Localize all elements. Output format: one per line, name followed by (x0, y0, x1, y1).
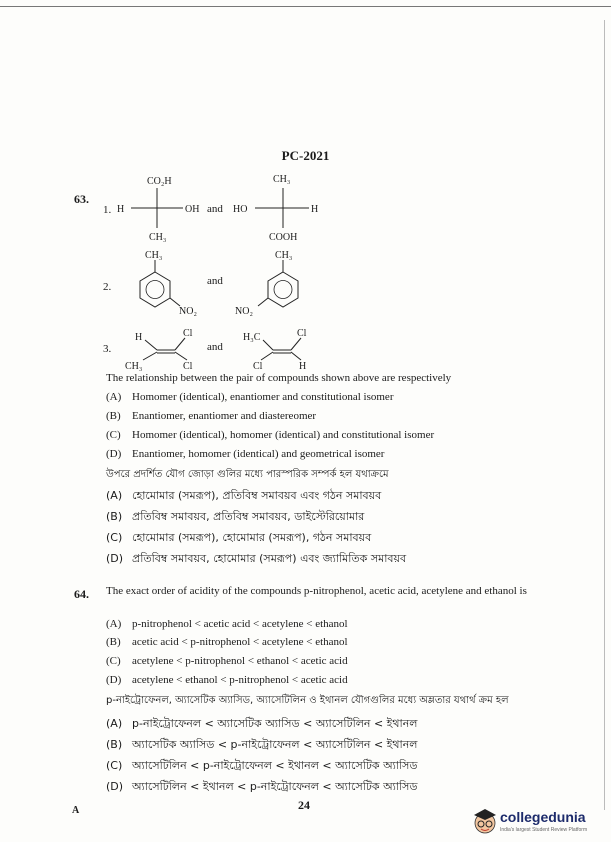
option-label: (C) (106, 531, 123, 544)
option-label: (A) (106, 717, 123, 730)
option-label: (A) (106, 489, 123, 502)
left-bottom-group: CH₃ (149, 232, 167, 243)
graduate-mascot-icon (472, 807, 498, 835)
right-cl-bottom: Cl (253, 361, 263, 372)
question-number: 63. (74, 192, 89, 206)
option-label: (D) (106, 448, 122, 460)
option-label: (B) (106, 636, 121, 648)
option-text: অ্যাসেটিক অ্যাসিড < p-নাইট্রোফেনল < অ্যাসেটিলিন < ইথানল (132, 738, 418, 751)
q63-option-a[interactable] (106, 391, 393, 403)
option-text: acetylene < p-nitrophenol < ethanol < acetic acid (132, 655, 348, 667)
option-text: Enantiomer, homomer (identical) and geometrical isomer (132, 448, 385, 460)
option-text: Homomer (identical), enantiomer and constitutional isomer (132, 391, 394, 403)
and-text-1: and (207, 203, 223, 215)
q64-option-a-bn[interactable] (106, 715, 417, 734)
option-label: (C) (106, 655, 121, 667)
option-text: Homomer (identical), homomer (identical) and constitutional isomer (132, 429, 435, 441)
option-label: (D) (106, 780, 124, 793)
option-label: (A) (106, 391, 122, 403)
brand-name: collegedunia (500, 809, 586, 825)
option-text: অ্যাসেটিলিন < ইথানল < p-নাইট্রোফেনল < অ্যাসেটিক অ্যাসিড (132, 780, 418, 793)
q63-option-b-bn[interactable] (106, 508, 364, 527)
option-text: p-নাইট্রোফেনল < অ্যাসেটিক অ্যাসিড < অ্যাসেটিলিন < ইথানল (132, 717, 418, 730)
left-cl-top: Cl (183, 328, 193, 339)
right-edge-line (604, 20, 605, 810)
part-3-number: 3. (103, 343, 112, 355)
option-label: (B) (106, 410, 121, 422)
right-left-group: HO (233, 204, 248, 215)
option-label: (D) (106, 674, 122, 686)
left-left-group: H (117, 204, 125, 215)
right-cl-top: Cl (297, 328, 307, 339)
q64-option-a[interactable] (106, 618, 348, 630)
q64-option-c[interactable] (106, 655, 348, 667)
page-number: 24 (298, 798, 310, 812)
brand-tagline: India's largest Student Review Platform (500, 827, 588, 833)
question-number: 64. (74, 587, 89, 601)
q63-option-a-bn[interactable] (106, 487, 381, 506)
benzene-pair (95, 246, 335, 322)
fischer-projection-pair (95, 168, 335, 248)
q63-option-d-bn[interactable] (106, 550, 406, 569)
left-ch3: CH₃ (125, 361, 143, 372)
option-text: হোমোমার (সমরূপ), হোমোমার (সমরূপ), গঠন সমাবয়ব (132, 531, 372, 544)
set-mark: A (72, 805, 80, 816)
part-2-number: 2. (103, 281, 112, 293)
q64-stem-en: The exact order of acidity of the compounds p-nitrophenol, acetic acid, acetylene and ethanol is (106, 585, 527, 597)
and-text-3: and (207, 341, 223, 353)
q64-option-b-bn[interactable] (106, 736, 417, 755)
option-text: p-nitrophenol < acetic acid < acetylene < ethanol (132, 618, 348, 630)
q63-option-d[interactable] (106, 448, 384, 460)
brand-watermark (470, 803, 606, 839)
top-rule (0, 6, 611, 7)
option-text: অ্যাসেটিলিন < p-নাইট্রোফেনল < ইথানল < অ্যাসেটিক অ্যাসিড (132, 759, 418, 772)
option-text: হোমোমার (সমরূপ), প্রতিবিম্ব সমাবয়ব এবং গঠন সমাবয়ব (132, 489, 382, 502)
right-right-group: H (311, 204, 319, 215)
right-top-group: CH₃ (273, 174, 291, 185)
q64-option-d-bn[interactable] (106, 778, 417, 797)
right-h3c: H₃C (243, 332, 261, 343)
paper-code: PC-2021 (281, 148, 330, 163)
option-text: প্রতিবিম্ব সমাবয়ব, হোমোমার (সমরূপ) এবং জ্যামিতিক সমাবয়ব (132, 552, 407, 565)
part-1-number: 1. (103, 204, 112, 216)
left-right-group: OH (185, 204, 200, 215)
option-text: প্রতিবিম্ব সমাবয়ব, প্রতিবিম্ব সমাবয়ব, ডাইস্টেরিয়োমার (132, 510, 365, 523)
option-label: (B) (106, 738, 123, 751)
left-cl-bottom: Cl (183, 361, 193, 372)
q64-stem-bn: p-নাইট্রোফেনল, অ্যাসেটিক অ্যাসিড, অ্যাসেটিলিন ও ইথানল যৌগগুলির মধ্যে অম্লতার যথার্থ ক্রম হল (106, 695, 509, 706)
q63-stem-bn: উপরে প্রদর্শিত যৌগ জোড়া গুলির মধ্যে পারস্পরিক সম্পর্ক হল যথাক্রমে (106, 469, 389, 480)
q64-option-b[interactable] (106, 636, 348, 648)
option-text: Enantiomer, enantiomer and diastereomer (132, 410, 317, 422)
left-nitro: NO₂ (179, 306, 197, 317)
right-nitro: NO₂ (235, 306, 253, 317)
option-text: acetic acid < p-nitrophenol < acetylene < ethanol (132, 636, 348, 648)
alkene-pair (95, 326, 335, 372)
left-h: H (135, 332, 143, 343)
q63-option-c-bn[interactable] (106, 529, 371, 548)
q63-option-b[interactable] (106, 410, 316, 422)
q64-option-d[interactable] (106, 674, 348, 686)
right-methyl: CH₃ (275, 250, 293, 261)
and-text-2: and (207, 275, 223, 287)
q63-option-c[interactable] (106, 429, 434, 441)
option-label: (C) (106, 759, 123, 772)
left-methyl: CH₃ (145, 250, 163, 261)
option-label: (D) (106, 552, 124, 565)
option-label: (C) (106, 429, 121, 441)
option-label: (B) (106, 510, 123, 523)
q64-option-c-bn[interactable] (106, 757, 417, 776)
q63-stem-en: The relationship between the pair of compounds shown above are respectively (106, 372, 452, 384)
right-h: H (299, 361, 307, 372)
left-top-group: CO₂H (147, 176, 172, 187)
right-bottom-group: COOH (269, 232, 298, 243)
option-text: acetylene < ethanol < p-nitrophenol < acetic acid (132, 674, 348, 686)
option-label: (A) (106, 618, 122, 630)
